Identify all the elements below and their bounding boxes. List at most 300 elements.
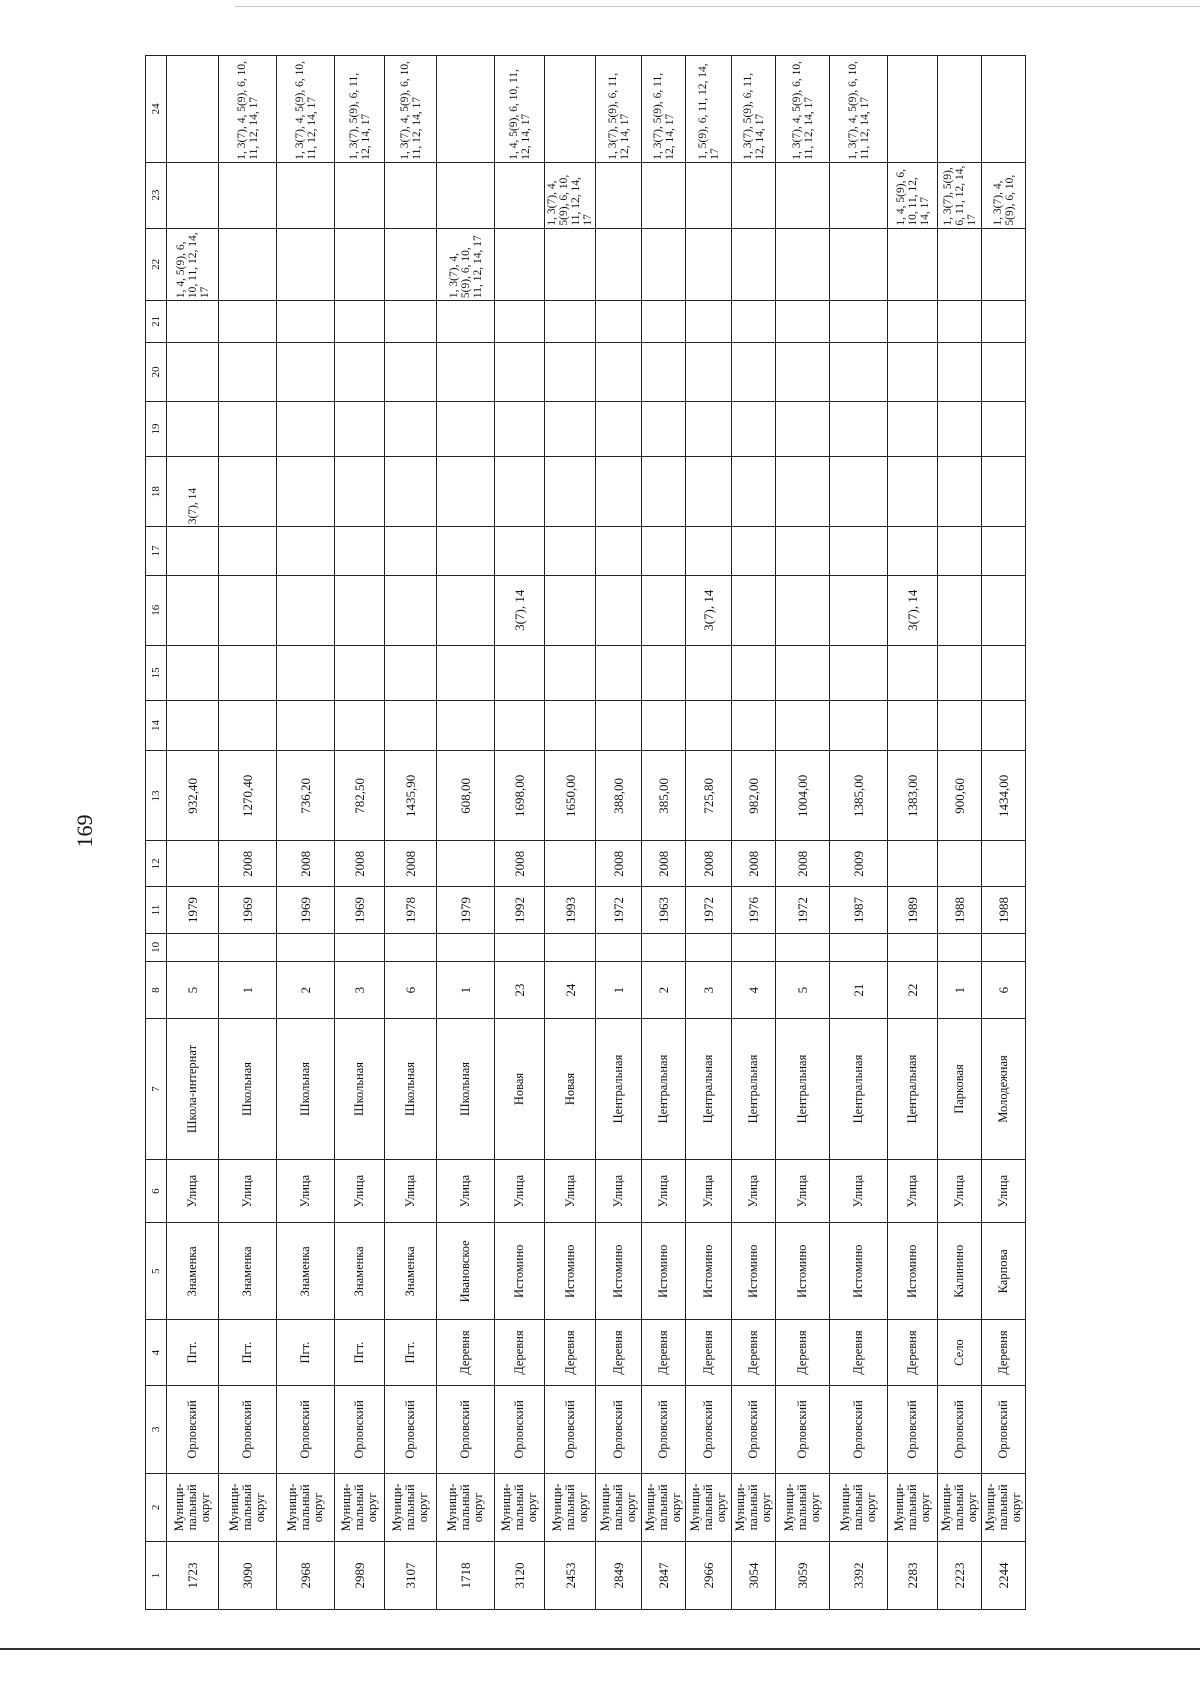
table-cell	[167, 933, 219, 962]
table-cell	[686, 933, 732, 962]
table-cell: Истомино	[732, 1223, 776, 1320]
table-cell: 1988	[982, 887, 1026, 933]
table-cell: Школьная	[219, 1019, 277, 1160]
table-cell: Истомино	[642, 1223, 686, 1320]
table-cell: Муници-пальный округ	[642, 1473, 686, 1541]
table-cell: Село	[938, 1320, 982, 1386]
table-cell: Улица	[776, 1159, 830, 1223]
table-cell	[596, 933, 642, 962]
table-cell: Деревня	[686, 1320, 732, 1386]
table-cell	[982, 645, 1026, 700]
table-cell: 982,00	[732, 751, 776, 841]
table-cell	[596, 301, 642, 343]
table-cell: 2847	[642, 1541, 686, 1609]
table-cell	[732, 402, 776, 457]
table-cell	[938, 56, 982, 163]
table-cell: 1972	[776, 887, 830, 933]
column-header: 24	[146, 56, 167, 163]
table-cell	[335, 645, 385, 700]
table-cell: 3090	[219, 1541, 277, 1609]
column-header: 11	[146, 887, 167, 933]
table-cell	[830, 342, 888, 401]
table-cell: Орловский	[888, 1386, 938, 1474]
column-header: 23	[146, 162, 167, 228]
table-cell	[545, 841, 596, 887]
table-cell	[888, 933, 938, 962]
table-cell: Муници-пальный округ	[776, 1473, 830, 1541]
table-cell	[642, 575, 686, 645]
table-cell: 1383,00	[888, 751, 938, 841]
table-cell	[437, 933, 495, 962]
table-cell	[642, 162, 686, 228]
top-scan-rule	[235, 6, 1200, 7]
table-cell: 1, 3(7), 4, 5(9), 6, 10, 11, 12, 14, 17	[385, 56, 437, 163]
table-cell	[277, 342, 335, 401]
table-cell: 1	[596, 962, 642, 1019]
table-cell	[219, 527, 277, 575]
table-cell: 3	[686, 962, 732, 1019]
table-cell	[596, 700, 642, 751]
table-cell	[830, 402, 888, 457]
table-cell: 2008	[596, 841, 642, 887]
table-cell: 1, 3(7), 4, 5(9), 6, 10, 11, 12, 14, 17	[776, 56, 830, 163]
table-cell	[642, 527, 686, 575]
table-cell	[938, 342, 982, 401]
table-body	[167, 56, 1026, 1610]
table-cell: Деревня	[437, 1320, 495, 1386]
table-cell: Знаменка	[219, 1223, 277, 1320]
table-cell	[732, 301, 776, 343]
table-cell	[437, 342, 495, 401]
table-cell	[495, 645, 545, 700]
table-cell	[335, 933, 385, 962]
table-cell: 736,20	[277, 751, 335, 841]
table-cell	[219, 700, 277, 751]
column-header: 1	[146, 1541, 167, 1609]
table-row	[686, 56, 732, 1610]
column-header: 5	[146, 1223, 167, 1320]
table-cell	[437, 301, 495, 343]
table-cell: Муници-пальный округ	[888, 1473, 938, 1541]
table-cell: Улица	[219, 1159, 277, 1223]
table-cell: Деревня	[545, 1320, 596, 1386]
table-cell: Молодежная	[982, 1019, 1026, 1160]
table-row	[495, 56, 545, 1610]
table-cell: Муници-пальный округ	[686, 1473, 732, 1541]
table-cell	[830, 933, 888, 962]
table-cell	[642, 228, 686, 300]
table-cell	[167, 301, 219, 343]
table-cell: 2	[277, 962, 335, 1019]
table-cell: 2283	[888, 1541, 938, 1609]
table-cell	[776, 575, 830, 645]
table-cell: Орловский	[642, 1386, 686, 1474]
table-cell	[385, 700, 437, 751]
table-cell	[167, 56, 219, 163]
table-cell	[596, 162, 642, 228]
table-cell: 2008	[642, 841, 686, 887]
table-cell: Центральная	[596, 1019, 642, 1160]
table-row	[596, 56, 642, 1610]
table-cell	[167, 527, 219, 575]
table-cell: 3(7), 14	[495, 575, 545, 645]
table-cell: 385,00	[642, 751, 686, 841]
table-cell: 1976	[732, 887, 776, 933]
table-cell	[888, 700, 938, 751]
table-cell: 1, 3(7), 5(9), 6, 11, 12, 14, 17	[335, 56, 385, 163]
table-cell: Деревня	[776, 1320, 830, 1386]
table-cell: Орловский	[219, 1386, 277, 1474]
table-cell: Деревня	[732, 1320, 776, 1386]
table-cell: Орловский	[776, 1386, 830, 1474]
table-cell: Школьная	[335, 1019, 385, 1160]
table-cell: 6	[385, 962, 437, 1019]
table-cell	[776, 301, 830, 343]
table-cell	[596, 228, 642, 300]
table-cell	[776, 527, 830, 575]
table-cell	[277, 301, 335, 343]
table-cell	[335, 527, 385, 575]
table-cell: 6	[982, 962, 1026, 1019]
table-cell	[335, 575, 385, 645]
table-cell: Муници-пальный округ	[596, 1473, 642, 1541]
table-cell: 1969	[335, 887, 385, 933]
table-cell: Улица	[642, 1159, 686, 1223]
table-cell: 1972	[596, 887, 642, 933]
table-cell: Школьная	[385, 1019, 437, 1160]
table-cell	[642, 301, 686, 343]
table-cell: Улица	[888, 1159, 938, 1223]
table-row	[385, 56, 437, 1610]
table-cell	[495, 162, 545, 228]
table-cell: 2008	[385, 841, 437, 887]
column-header: 19	[146, 402, 167, 457]
table-cell: 1	[219, 962, 277, 1019]
table-cell: Центральная	[830, 1019, 888, 1160]
table-cell: Муници-пальный округ	[277, 1473, 335, 1541]
table-cell: 3(7), 14	[167, 456, 219, 526]
table-cell	[385, 933, 437, 962]
table-cell	[335, 228, 385, 300]
table-cell	[888, 527, 938, 575]
table-cell: 1, 4, 5(9), 6, 10, 11, 12, 14, 17	[495, 56, 545, 163]
table-cell: Деревня	[596, 1320, 642, 1386]
table-cell: 3	[335, 962, 385, 1019]
table-cell: Центральная	[888, 1019, 938, 1160]
table-cell: 23	[495, 962, 545, 1019]
table-cell: Муници-пальный округ	[545, 1473, 596, 1541]
table-cell: Улица	[982, 1159, 1026, 1223]
table-cell	[545, 228, 596, 300]
table-cell	[167, 342, 219, 401]
table-cell	[437, 841, 495, 887]
table-cell: Орловский	[938, 1386, 982, 1474]
table-cell: Школа-интернат	[167, 1019, 219, 1160]
table-cell	[545, 933, 596, 962]
table-cell	[167, 700, 219, 751]
table-cell	[219, 301, 277, 343]
table-cell: 2223	[938, 1541, 982, 1609]
table-cell	[686, 301, 732, 343]
table-cell: Деревня	[495, 1320, 545, 1386]
table-cell: 388,00	[596, 751, 642, 841]
table-cell	[982, 527, 1026, 575]
table-cell: Муници-пальный округ	[982, 1473, 1026, 1541]
table-cell	[686, 162, 732, 228]
table-cell: Муници-пальный округ	[938, 1473, 982, 1541]
table-cell: Улица	[686, 1159, 732, 1223]
table-cell: 2849	[596, 1541, 642, 1609]
table-cell: 1979	[437, 887, 495, 933]
table-cell	[732, 162, 776, 228]
table-cell: 1969	[277, 887, 335, 933]
table-cell	[982, 56, 1026, 163]
table-cell	[642, 402, 686, 457]
table-cell: 1718	[437, 1541, 495, 1609]
table-cell: 1989	[888, 887, 938, 933]
table-cell: Орловский	[732, 1386, 776, 1474]
table-cell	[888, 841, 938, 887]
table-cell	[888, 342, 938, 401]
table-cell	[686, 700, 732, 751]
table-cell	[830, 228, 888, 300]
table-cell	[938, 700, 982, 751]
table-cell	[335, 301, 385, 343]
table-cell	[385, 301, 437, 343]
table-cell	[982, 228, 1026, 300]
table-cell: Карпова	[982, 1223, 1026, 1320]
table-cell: Школьная	[277, 1019, 335, 1160]
page-number: 169	[72, 814, 97, 848]
table-cell	[219, 342, 277, 401]
table-cell	[776, 228, 830, 300]
table-cell: Истомино	[888, 1223, 938, 1320]
table-cell: 1, 4, 5(9), 6, 10, 11, 12, 14, 17	[167, 228, 219, 300]
table-cell	[495, 342, 545, 401]
column-header: 6	[146, 1159, 167, 1223]
table-cell	[437, 527, 495, 575]
table-cell: 1	[437, 962, 495, 1019]
table-cell: 22	[888, 962, 938, 1019]
table-cell: Улица	[437, 1159, 495, 1223]
table-cell: Пгт.	[385, 1320, 437, 1386]
table-cell	[495, 228, 545, 300]
table-cell	[776, 456, 830, 526]
table-cell	[277, 402, 335, 457]
table-cell	[385, 456, 437, 526]
table-cell	[495, 527, 545, 575]
table-cell	[335, 700, 385, 751]
table-row	[642, 56, 686, 1610]
table-cell: 3054	[732, 1541, 776, 1609]
table-row	[335, 56, 385, 1610]
table-cell	[437, 645, 495, 700]
table-cell	[335, 162, 385, 228]
table-cell	[167, 841, 219, 887]
table-cell: 2008	[495, 841, 545, 887]
table-cell: 1004,00	[776, 751, 830, 841]
table-cell: Улица	[545, 1159, 596, 1223]
table-cell	[686, 342, 732, 401]
table-cell: Центральная	[776, 1019, 830, 1160]
table-cell	[888, 402, 938, 457]
table-cell	[642, 700, 686, 751]
table-cell	[982, 342, 1026, 401]
table-cell: Калинино	[938, 1223, 982, 1320]
column-header: 21	[146, 301, 167, 343]
table-cell	[982, 933, 1026, 962]
table-cell: Истомино	[686, 1223, 732, 1320]
table-cell	[437, 162, 495, 228]
table-cell: Деревня	[642, 1320, 686, 1386]
table-cell: 2008	[335, 841, 385, 887]
table-cell: 1650,00	[545, 751, 596, 841]
column-header: 10	[146, 933, 167, 962]
table-cell: Орловский	[830, 1386, 888, 1474]
table-row	[167, 56, 219, 1610]
table-cell	[686, 456, 732, 526]
table-cell	[219, 162, 277, 228]
table-row	[982, 56, 1026, 1610]
table-cell: Орловский	[277, 1386, 335, 1474]
table-cell	[437, 575, 495, 645]
table-cell: 3392	[830, 1541, 888, 1609]
table-cell: 3059	[776, 1541, 830, 1609]
table-cell	[495, 933, 545, 962]
table-cell	[167, 402, 219, 457]
table-cell: Пгт.	[167, 1320, 219, 1386]
column-header: 17	[146, 527, 167, 575]
table-cell	[830, 645, 888, 700]
table-cell: Улица	[277, 1159, 335, 1223]
table-cell: 2008	[776, 841, 830, 887]
table-cell	[495, 402, 545, 457]
table-row	[830, 56, 888, 1610]
table-cell	[830, 527, 888, 575]
table-cell	[277, 527, 335, 575]
table-cell	[888, 456, 938, 526]
table-cell	[277, 228, 335, 300]
table-cell	[776, 645, 830, 700]
table-cell	[385, 228, 437, 300]
table-cell: 1, 3(7), 4, 5(9), 6, 10, 11, 12, 14, 17	[830, 56, 888, 163]
table-cell: Знаменка	[385, 1223, 437, 1320]
column-header: 3	[146, 1386, 167, 1474]
column-header: 7	[146, 1019, 167, 1160]
table-cell: Муници-пальный округ	[830, 1473, 888, 1541]
table-cell	[545, 700, 596, 751]
table-cell	[642, 342, 686, 401]
table-cell	[830, 456, 888, 526]
table-row	[776, 56, 830, 1610]
table-cell	[596, 645, 642, 700]
table-cell	[732, 700, 776, 751]
table-cell	[545, 575, 596, 645]
table-cell	[219, 645, 277, 700]
table-cell: 1, 3(7), 4, 5(9), 6, 10, 11, 12, 14, 17	[545, 162, 596, 228]
table-cell	[495, 301, 545, 343]
table-cell: Деревня	[982, 1320, 1026, 1386]
table-cell: 2008	[686, 841, 732, 887]
table-cell	[385, 342, 437, 401]
table-cell: 1	[938, 962, 982, 1019]
table-cell: Школьная	[437, 1019, 495, 1160]
table-row	[938, 56, 982, 1610]
table-cell	[596, 575, 642, 645]
table-cell	[335, 402, 385, 457]
table-cell: Новая	[545, 1019, 596, 1160]
table-cell	[642, 933, 686, 962]
table-cell: 1435,90	[385, 751, 437, 841]
table-cell	[888, 301, 938, 343]
table-cell	[437, 56, 495, 163]
table-cell: 900,60	[938, 751, 982, 841]
table-cell: 782,50	[335, 751, 385, 841]
table-cell	[385, 645, 437, 700]
table-cell	[219, 456, 277, 526]
table-cell: Муници-пальный округ	[437, 1473, 495, 1541]
table-cell: Улица	[596, 1159, 642, 1223]
table-cell: Истомино	[495, 1223, 545, 1320]
table-cell: Деревня	[888, 1320, 938, 1386]
table-cell: Муници-пальный округ	[335, 1473, 385, 1541]
table-cell: 1978	[385, 887, 437, 933]
table-cell	[437, 456, 495, 526]
table-cell	[596, 402, 642, 457]
table-cell	[982, 841, 1026, 887]
table-cell: 2968	[277, 1541, 335, 1609]
column-header: 4	[146, 1320, 167, 1386]
table-cell: 3107	[385, 1541, 437, 1609]
table-cell	[830, 575, 888, 645]
table-cell: 1, 3(7), 5(9), 6, 11, 12, 14, 17	[732, 56, 776, 163]
table-cell: 1, 3(7), 5(9), 6, 11, 12, 14, 17	[642, 56, 686, 163]
table-cell: Пгт.	[219, 1320, 277, 1386]
table-cell: Новая	[495, 1019, 545, 1160]
rotated-table-sheet	[145, 55, 1055, 1610]
table-cell: 608,00	[437, 751, 495, 841]
table-cell	[596, 527, 642, 575]
table-cell: 725,80	[686, 751, 732, 841]
table-cell	[686, 645, 732, 700]
table-cell: Орловский	[385, 1386, 437, 1474]
table-cell: Муници-пальный округ	[495, 1473, 545, 1541]
table-cell	[888, 228, 938, 300]
table-cell: Улица	[495, 1159, 545, 1223]
table-cell	[545, 527, 596, 575]
table-cell: Знаменка	[277, 1223, 335, 1320]
table-cell	[888, 56, 938, 163]
table-cell: Орловский	[596, 1386, 642, 1474]
table-cell	[219, 402, 277, 457]
table-row	[437, 56, 495, 1610]
table-cell: Улица	[335, 1159, 385, 1223]
table-cell: 1434,00	[982, 751, 1026, 841]
table-cell: Деревня	[830, 1320, 888, 1386]
table-cell: 1698,00	[495, 751, 545, 841]
table-cell: 2008	[219, 841, 277, 887]
table-cell: Муници-пальный округ	[167, 1473, 219, 1541]
table-cell	[385, 527, 437, 575]
table-cell	[830, 162, 888, 228]
column-header: 15	[146, 645, 167, 700]
column-header: 12	[146, 841, 167, 887]
table-cell	[732, 342, 776, 401]
table-cell: Улица	[732, 1159, 776, 1223]
column-header: 18	[146, 456, 167, 526]
table-cell	[277, 162, 335, 228]
table-cell	[776, 342, 830, 401]
